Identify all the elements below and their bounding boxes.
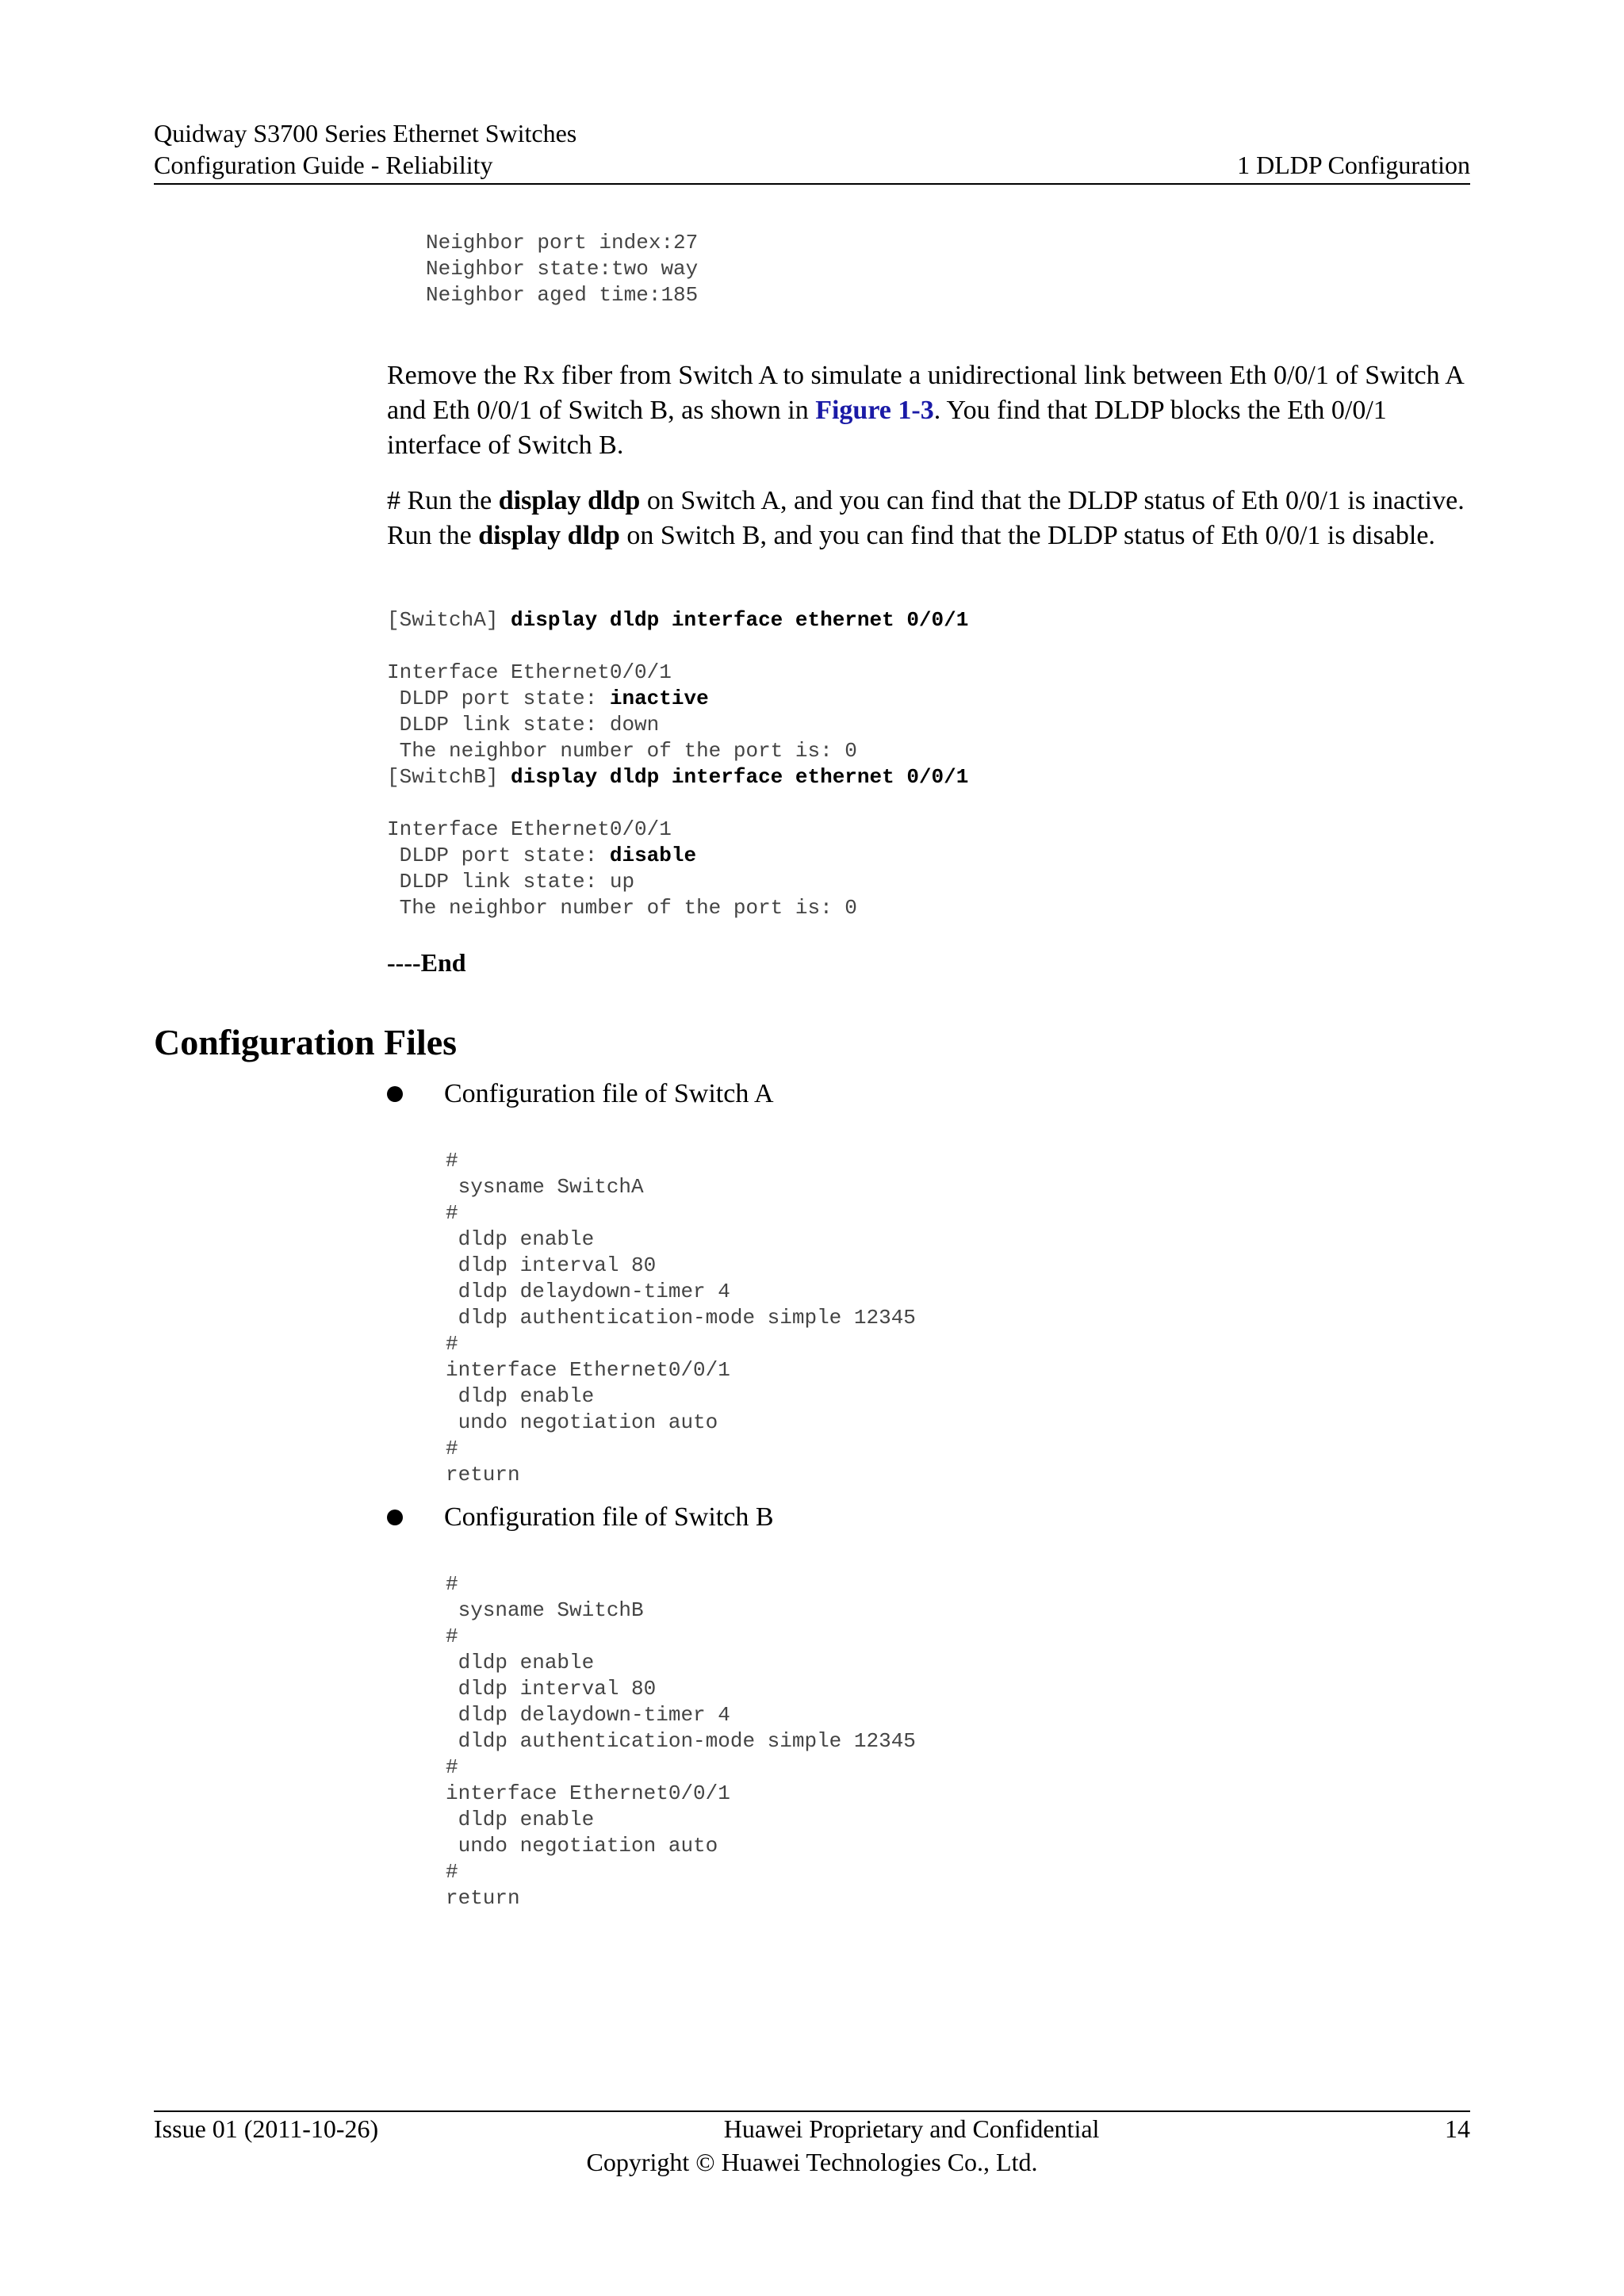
paragraph-text: on Switch A, and you can find that the DLDP status of Eth 0/0/1 is inactive. Run the [387, 486, 1465, 550]
bullet-label: Configuration file of Switch A [444, 1079, 774, 1108]
code-line: dldp delaydown-timer 4 [446, 1280, 730, 1303]
paragraph-text: on Switch B, and you can find that the DLDP status of Eth 0/0/1 is disable. [619, 521, 1435, 550]
port-state-value: inactive [609, 687, 709, 710]
footer-confidential: Huawei Proprietary and Confidential [723, 2114, 1100, 2143]
code-line: # [446, 1755, 458, 1779]
end-marker: ----End [387, 948, 466, 977]
bullet-icon [387, 1086, 403, 1102]
paragraph-text: Remove the Rx fiber from Switch A to simulate a unidirectional link between Eth 0/0/1 of Switch A and Eth 0/0/1 of Switch B, as shown in [387, 361, 1463, 425]
header-guide: Configuration Guide - Reliability [154, 151, 493, 179]
code-line: The neighbor number of the port is: 0 [387, 739, 857, 763]
code-line: undo negotiation auto [446, 1834, 718, 1858]
code-line: # [446, 1860, 458, 1884]
cli-prompt: [SwitchA] [387, 608, 511, 632]
code-line: DLDP port state: [387, 844, 610, 867]
code-line: sysname SwitchA [446, 1175, 644, 1199]
code-line: # [446, 1201, 458, 1225]
code-line: The neighbor number of the port is: 0 [387, 896, 857, 920]
code-line: interface Ethernet0/0/1 [446, 1358, 730, 1382]
paragraph-text: . You find that DLDP blocks the Eth 0/0/1 interface of Switch B. [387, 396, 1387, 460]
footer-row [154, 2112, 1470, 2145]
code-config-b [446, 1571, 916, 1911]
paragraph-remove-fiber [387, 358, 1470, 463]
code-line: dldp enable [446, 1384, 595, 1408]
code-line: return [446, 1886, 520, 1910]
code-line: DLDP link state: up [387, 870, 635, 894]
page-footer [154, 2112, 1470, 2179]
header-rule [154, 183, 1470, 185]
header-chapter: 1 DLDP Configuration [1237, 151, 1470, 179]
header-row [154, 149, 1470, 181]
paragraph-run-display [387, 484, 1470, 553]
paragraph-text: # Run the [387, 486, 499, 515]
code-line: dldp interval 80 [446, 1253, 657, 1277]
port-state-value: disable [609, 844, 697, 867]
cli-command: display dldp interface ethernet 0/0/1 [511, 765, 969, 789]
footer-issue: Issue 01 (2011-10-26) [154, 2114, 379, 2143]
code-line: dldp enable [446, 1651, 595, 1674]
code-line: dldp authentication-mode simple 12345 [446, 1306, 916, 1330]
command-name: display dldp [498, 486, 641, 515]
bullet-icon [387, 1510, 403, 1525]
section-title: Configuration Files [154, 1022, 458, 1062]
code-line: DLDP link state: down [387, 713, 660, 737]
code-line: dldp enable [446, 1227, 595, 1251]
bullet-label: Configuration file of Switch B [444, 1502, 774, 1532]
code-line: DLDP port state: [387, 687, 610, 710]
header-product: Quidway S3700 Series Ethernet Switches [154, 119, 577, 147]
code-line: Neighbor state:two way [426, 257, 699, 281]
footer-copyright: Copyright © Huawei Technologies Co., Ltd. [586, 2148, 1038, 2176]
command-name: display dldp [478, 521, 620, 550]
code-line: # [446, 1624, 458, 1648]
code-line: # [446, 1437, 458, 1460]
code-line: Interface Ethernet0/0/1 [387, 660, 672, 684]
code-line: return [446, 1463, 520, 1487]
figure-link[interactable]: Figure 1-3 [815, 396, 934, 425]
code-line: # [446, 1149, 458, 1173]
cli-command: display dldp interface ethernet 0/0/1 [511, 608, 969, 632]
code-line: # [446, 1572, 458, 1596]
code-line: Interface Ethernet0/0/1 [387, 817, 672, 841]
code-config-a [446, 1148, 916, 1488]
code-line: dldp authentication-mode simple 12345 [446, 1729, 916, 1753]
code-line: dldp enable [446, 1808, 595, 1831]
page-header [154, 117, 1470, 181]
code-line: sysname SwitchB [446, 1598, 644, 1622]
code-line: dldp delaydown-timer 4 [446, 1703, 730, 1727]
code-line: interface Ethernet0/0/1 [446, 1781, 730, 1805]
code-line: Neighbor aged time:185 [426, 283, 699, 307]
code-line: undo negotiation auto [446, 1410, 718, 1434]
bullet-item-config-b [387, 1500, 774, 1535]
bullet-item-config-a [387, 1077, 774, 1112]
code-line: dldp interval 80 [446, 1677, 657, 1701]
code-display-dldp [387, 607, 968, 921]
footer-page-number: 14 [1445, 2114, 1470, 2143]
code-line: # [446, 1332, 458, 1356]
cli-prompt: [SwitchB] [387, 765, 511, 789]
code-neighbor-info [426, 230, 698, 308]
code-line: Neighbor port index:27 [426, 231, 699, 254]
